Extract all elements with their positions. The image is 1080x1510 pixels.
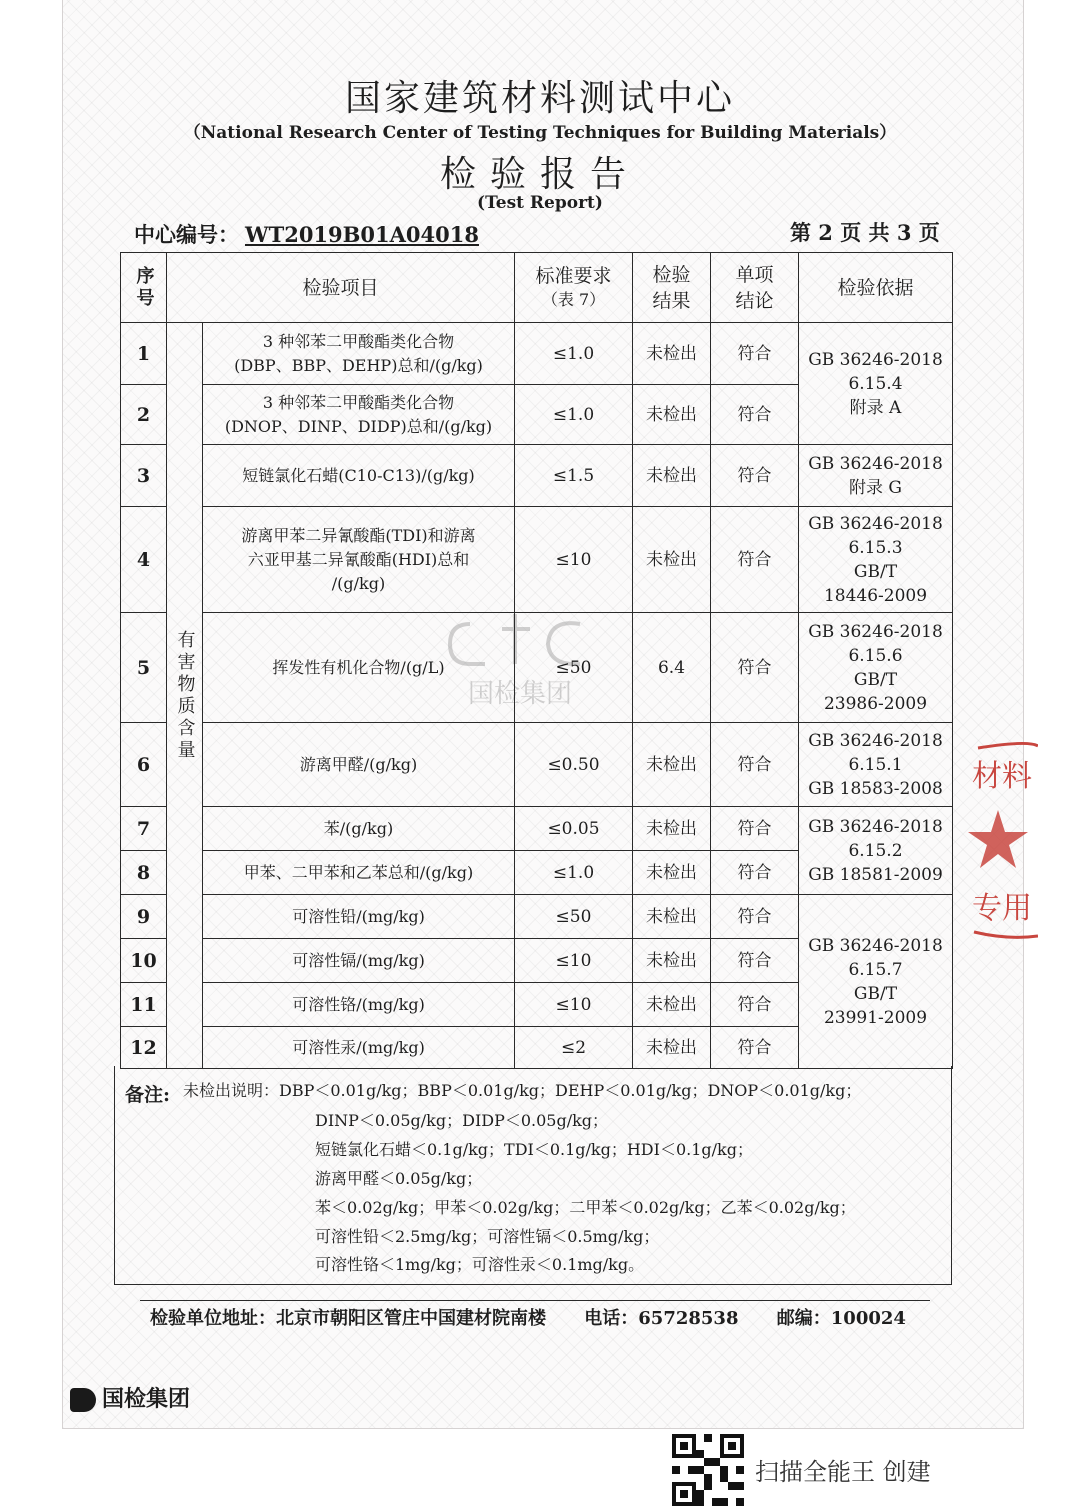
category-cell [167,323,203,1069]
header-result: 检验结果 [633,253,711,323]
basis-cell: GB 36246-2018 附录 G [799,445,953,507]
remarks-line: 游离甲醛＜0.05g/kg； [315,1169,483,1188]
row-item: 甲苯、二甲苯和乙苯总和/(g/kg) [203,851,515,895]
centre-number-value: WT2019B01A04018 [245,222,479,247]
remarks-line: 苯＜0.02g/kg；甲苯＜0.02g/kg；二甲苯＜0.02g/kg；乙苯＜0.02g/kg； [315,1198,856,1217]
row-requirement: ≤1.0 [515,385,633,445]
table-row [121,507,953,613]
row-result: 未检出 [633,895,711,939]
basis-cell: GB 36246-2018 6.15.3 GB/T 18446-2009 [799,507,953,613]
remarks-line: 可溶性铬＜1mg/kg；可溶性汞＜0.1mg/kg。 [315,1255,645,1274]
row-result: 未检出 [633,939,711,983]
row-result: 未检出 [633,507,711,613]
ctc-logo-text: 国检集团 [102,1387,191,1412]
row-item: 游离甲醛/(g/kg) [203,723,515,807]
row-number: 1 [121,323,167,385]
row-number: 6 [121,723,167,807]
row-result: 未检出 [633,323,711,385]
row-requirement: ≤1.0 [515,323,633,385]
row-result: 6.4 [633,613,711,723]
address-label: 检验单位地址： [150,1308,276,1329]
remarks-line: 短链氯化石蜡＜0.1g/kg；TDI＜0.1g/kg；HDI＜0.1g/kg； [315,1140,753,1159]
row-item: 挥发性有机化合物/(g/L) [203,613,515,723]
row-conclusion: 符合 [711,807,799,851]
row-result: 未检出 [633,807,711,851]
zip-value: 100024 [830,1308,906,1329]
row-number: 5 [121,613,167,723]
row-requirement: ≤50 [515,613,633,723]
official-seal [968,740,1038,940]
seal-text-bottom: 专用 [972,891,1032,926]
row-item: 可溶性汞/(mg/kg) [203,1027,515,1069]
scanner-caption: 扫描全能王 创建 [755,1458,931,1486]
row-item: 3 种邻苯二甲酸酯类化合物 (DBP、BBP、DEHP)总和/(g/kg) [203,323,515,385]
table-row [121,323,953,385]
zip-label: 邮编： [776,1308,831,1329]
remarks-label: 备注: [125,1084,171,1106]
row-conclusion: 符合 [711,1027,799,1069]
row-number: 11 [121,983,167,1027]
row-number: 7 [121,807,167,851]
row-result: 未检出 [633,445,711,507]
row-result: 未检出 [633,983,711,1027]
table-row [121,807,953,851]
header-conclusion: 单项结论 [711,253,799,323]
table-row [121,445,953,507]
row-item: 3 种邻苯二甲酸酯类化合物 (DNOP、DINP、DIDP)总和/(g/kg) [203,385,515,445]
row-number: 8 [121,851,167,895]
row-requirement: ≤1.5 [515,445,633,507]
row-number: 4 [121,507,167,613]
row-requirement: ≤1.0 [515,851,633,895]
centre-number-label: 中心编号： [134,222,239,247]
row-conclusion: 符合 [711,851,799,895]
centre-number [134,219,479,249]
row-number: 2 [121,385,167,445]
table-row [121,723,953,807]
row-conclusion: 符合 [711,895,799,939]
row-conclusion: 符合 [711,507,799,613]
qr-code-icon [672,1434,744,1506]
row-item: 苯/(g/kg) [203,807,515,851]
row-requirement: ≤10 [515,939,633,983]
seal-text-top: 材料 [972,759,1032,794]
row-conclusion: 符合 [711,723,799,807]
header-no: 序号 [121,253,167,323]
header-basis: 检验依据 [799,253,953,323]
test-results-table [120,252,953,1069]
row-conclusion: 符合 [711,445,799,507]
row-conclusion: 符合 [711,323,799,385]
row-item: 可溶性镉/(mg/kg) [203,939,515,983]
row-number: 3 [121,445,167,507]
row-conclusion: 符合 [711,613,799,723]
address-value: 北京市朝阳区管庄中国建材院南楼 [276,1308,546,1329]
row-requirement: ≤2 [515,1027,633,1069]
row-number: 10 [121,939,167,983]
row-conclusion: 符合 [711,939,799,983]
official-seal-icon [968,740,1038,940]
row-requirement: ≤0.05 [515,807,633,851]
qr-code [672,1434,744,1506]
page-info: 第 2 页 共 3 页 [790,220,940,245]
table-row [121,895,953,939]
basis-cell: GB 36246-2018 6.15.6 GB/T 23986-2009 [799,613,953,723]
basis-cell: GB 36246-2018 6.15.7 GB/T 23991-2009 [799,895,953,1069]
row-result: 未检出 [633,851,711,895]
row-result: 未检出 [633,723,711,807]
watermark-text: 国检集团 [467,679,573,709]
row-conclusion: 符合 [711,983,799,1027]
row-requirement: ≤50 [515,895,633,939]
address-divider [140,1300,930,1301]
org-title-en: （National Research Center of Testing Techniques for Building Materials） [183,123,897,143]
row-item: 可溶性铬/(mg/kg) [203,983,515,1027]
remarks-line: 未检出说明：DBP＜0.01g/kg；BBP＜0.01g/kg；DEHP＜0.01g/kg；DNOP＜0.01g/kg； [183,1081,862,1100]
row-requirement: ≤10 [515,983,633,1027]
ctc-logo-icon [70,1388,96,1412]
header-requirement: 标准要求 （表 7） [515,253,633,323]
basis-cell: GB 36246-2018 6.15.2 GB 18581-2009 [799,807,953,895]
header-item: 检验项目 [167,253,515,323]
report-title-cn: 检验报告 [439,154,640,195]
row-item: 短链氯化石蜡(C10-C13)/(g/kg) [203,445,515,507]
category-label: 有害物质含量 [174,629,196,762]
row-requirement: ≤0.50 [515,723,633,807]
remarks-box [114,1066,952,1285]
row-conclusion: 符合 [711,385,799,445]
row-requirement: ≤10 [515,507,633,613]
row-number: 9 [121,895,167,939]
report-title-en: (Test Report) [477,193,603,213]
phone-label: 电话： [584,1308,639,1329]
row-number: 12 [121,1027,167,1069]
row-result: 未检出 [633,1027,711,1069]
ctc-logo [70,1382,190,1413]
row-item: 游离甲苯二异氰酸酯(TDI)和游离 六亚甲基二异氰酸酯(HDI)总和 /(g/kg) [203,507,515,613]
basis-cell: GB 36246-2018 6.15.4 附录 A [799,323,953,445]
table-header-row [121,253,953,323]
phone-value: 65728538 [638,1308,739,1329]
remarks-line: DINP＜0.05g/kg；DIDP＜0.05g/kg； [315,1111,609,1130]
row-result: 未检出 [633,385,711,445]
remarks-line: 可溶性铅＜2.5mg/kg；可溶性镉＜0.5mg/kg； [315,1227,660,1246]
org-title-cn: 国家建筑材料测试中心 [344,78,735,119]
row-item: 可溶性铅/(mg/kg) [203,895,515,939]
table-row [121,613,953,723]
basis-cell: GB 36246-2018 6.15.1 GB 18583-2008 [799,723,953,807]
lab-address [150,1304,906,1330]
